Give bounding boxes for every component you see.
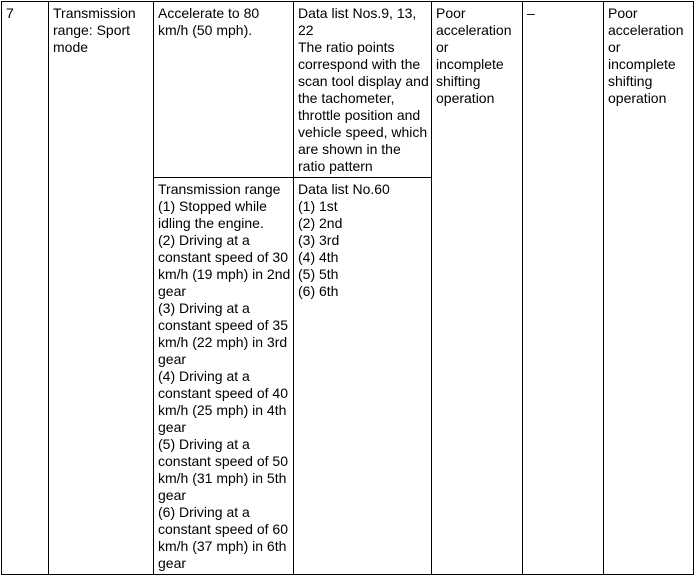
diagnostic-table [1, 1, 694, 575]
dash-text: – [527, 5, 535, 21]
item-cell [49, 2, 154, 575]
condition-gear-line: Transmission range [158, 181, 281, 197]
specification-gear-line: (2) 2nd [298, 215, 343, 231]
row-number-cell [2, 2, 49, 575]
item-text: Transmission range: Sport mode [53, 5, 136, 55]
specification-gear-line: (1) 1st [298, 198, 338, 214]
table-row [2, 2, 694, 178]
dash-cell [523, 2, 604, 575]
symptom-cell [432, 2, 523, 575]
condition-gear-line: (4) Driving at a constant speed of 40 km/h (25 mph) in 4th gear [158, 368, 288, 435]
condition-cell-gears [154, 178, 294, 575]
symptom-text: Poor acceleration or incomplete shifting operation [436, 5, 512, 106]
condition-accelerate-text: Accelerate to 80 km/h (50 mph). [158, 5, 260, 38]
result-cell [604, 2, 694, 575]
result-text: Poor acceleration or incomplete shifting operation [608, 5, 684, 106]
specification-gear-line: (3) 3rd [298, 232, 340, 248]
condition-gear-line: (6) Driving at a constant speed of 60 km/h (37 mph) in 6th gear [158, 504, 288, 571]
condition-gear-line: (1) Stopped while idling the engine. [158, 198, 267, 231]
condition-gear-line: (5) Driving at a constant speed of 50 km/h (31 mph) in 5th gear [158, 436, 288, 503]
specification-gear-line: (4) 4th [298, 249, 339, 265]
specification-ratio-heading: Data list Nos.9, 13, 22 [298, 5, 417, 38]
specification-ratio-text: The ratio points correspond with the scan tool display and the tachometer, throttle position and vehicle speed, which are shown in the ratio pattern [298, 39, 429, 174]
specification-gear-line: (5) 5th [298, 266, 339, 282]
condition-cell-accelerate [154, 2, 294, 178]
condition-gear-line: (2) Driving at a constant speed of 30 km/h (19 mph) in 2nd gear [158, 232, 291, 299]
specification-gear-line: (6) 6th [298, 283, 339, 299]
row-number: 7 [6, 5, 14, 21]
specification-gear-line: Data list No.60 [298, 181, 390, 197]
specification-cell-gears [294, 178, 432, 575]
condition-gear-line: (3) Driving at a constant speed of 35 km/h (22 mph) in 3rd gear [158, 300, 288, 367]
specification-cell-ratio [294, 2, 432, 178]
